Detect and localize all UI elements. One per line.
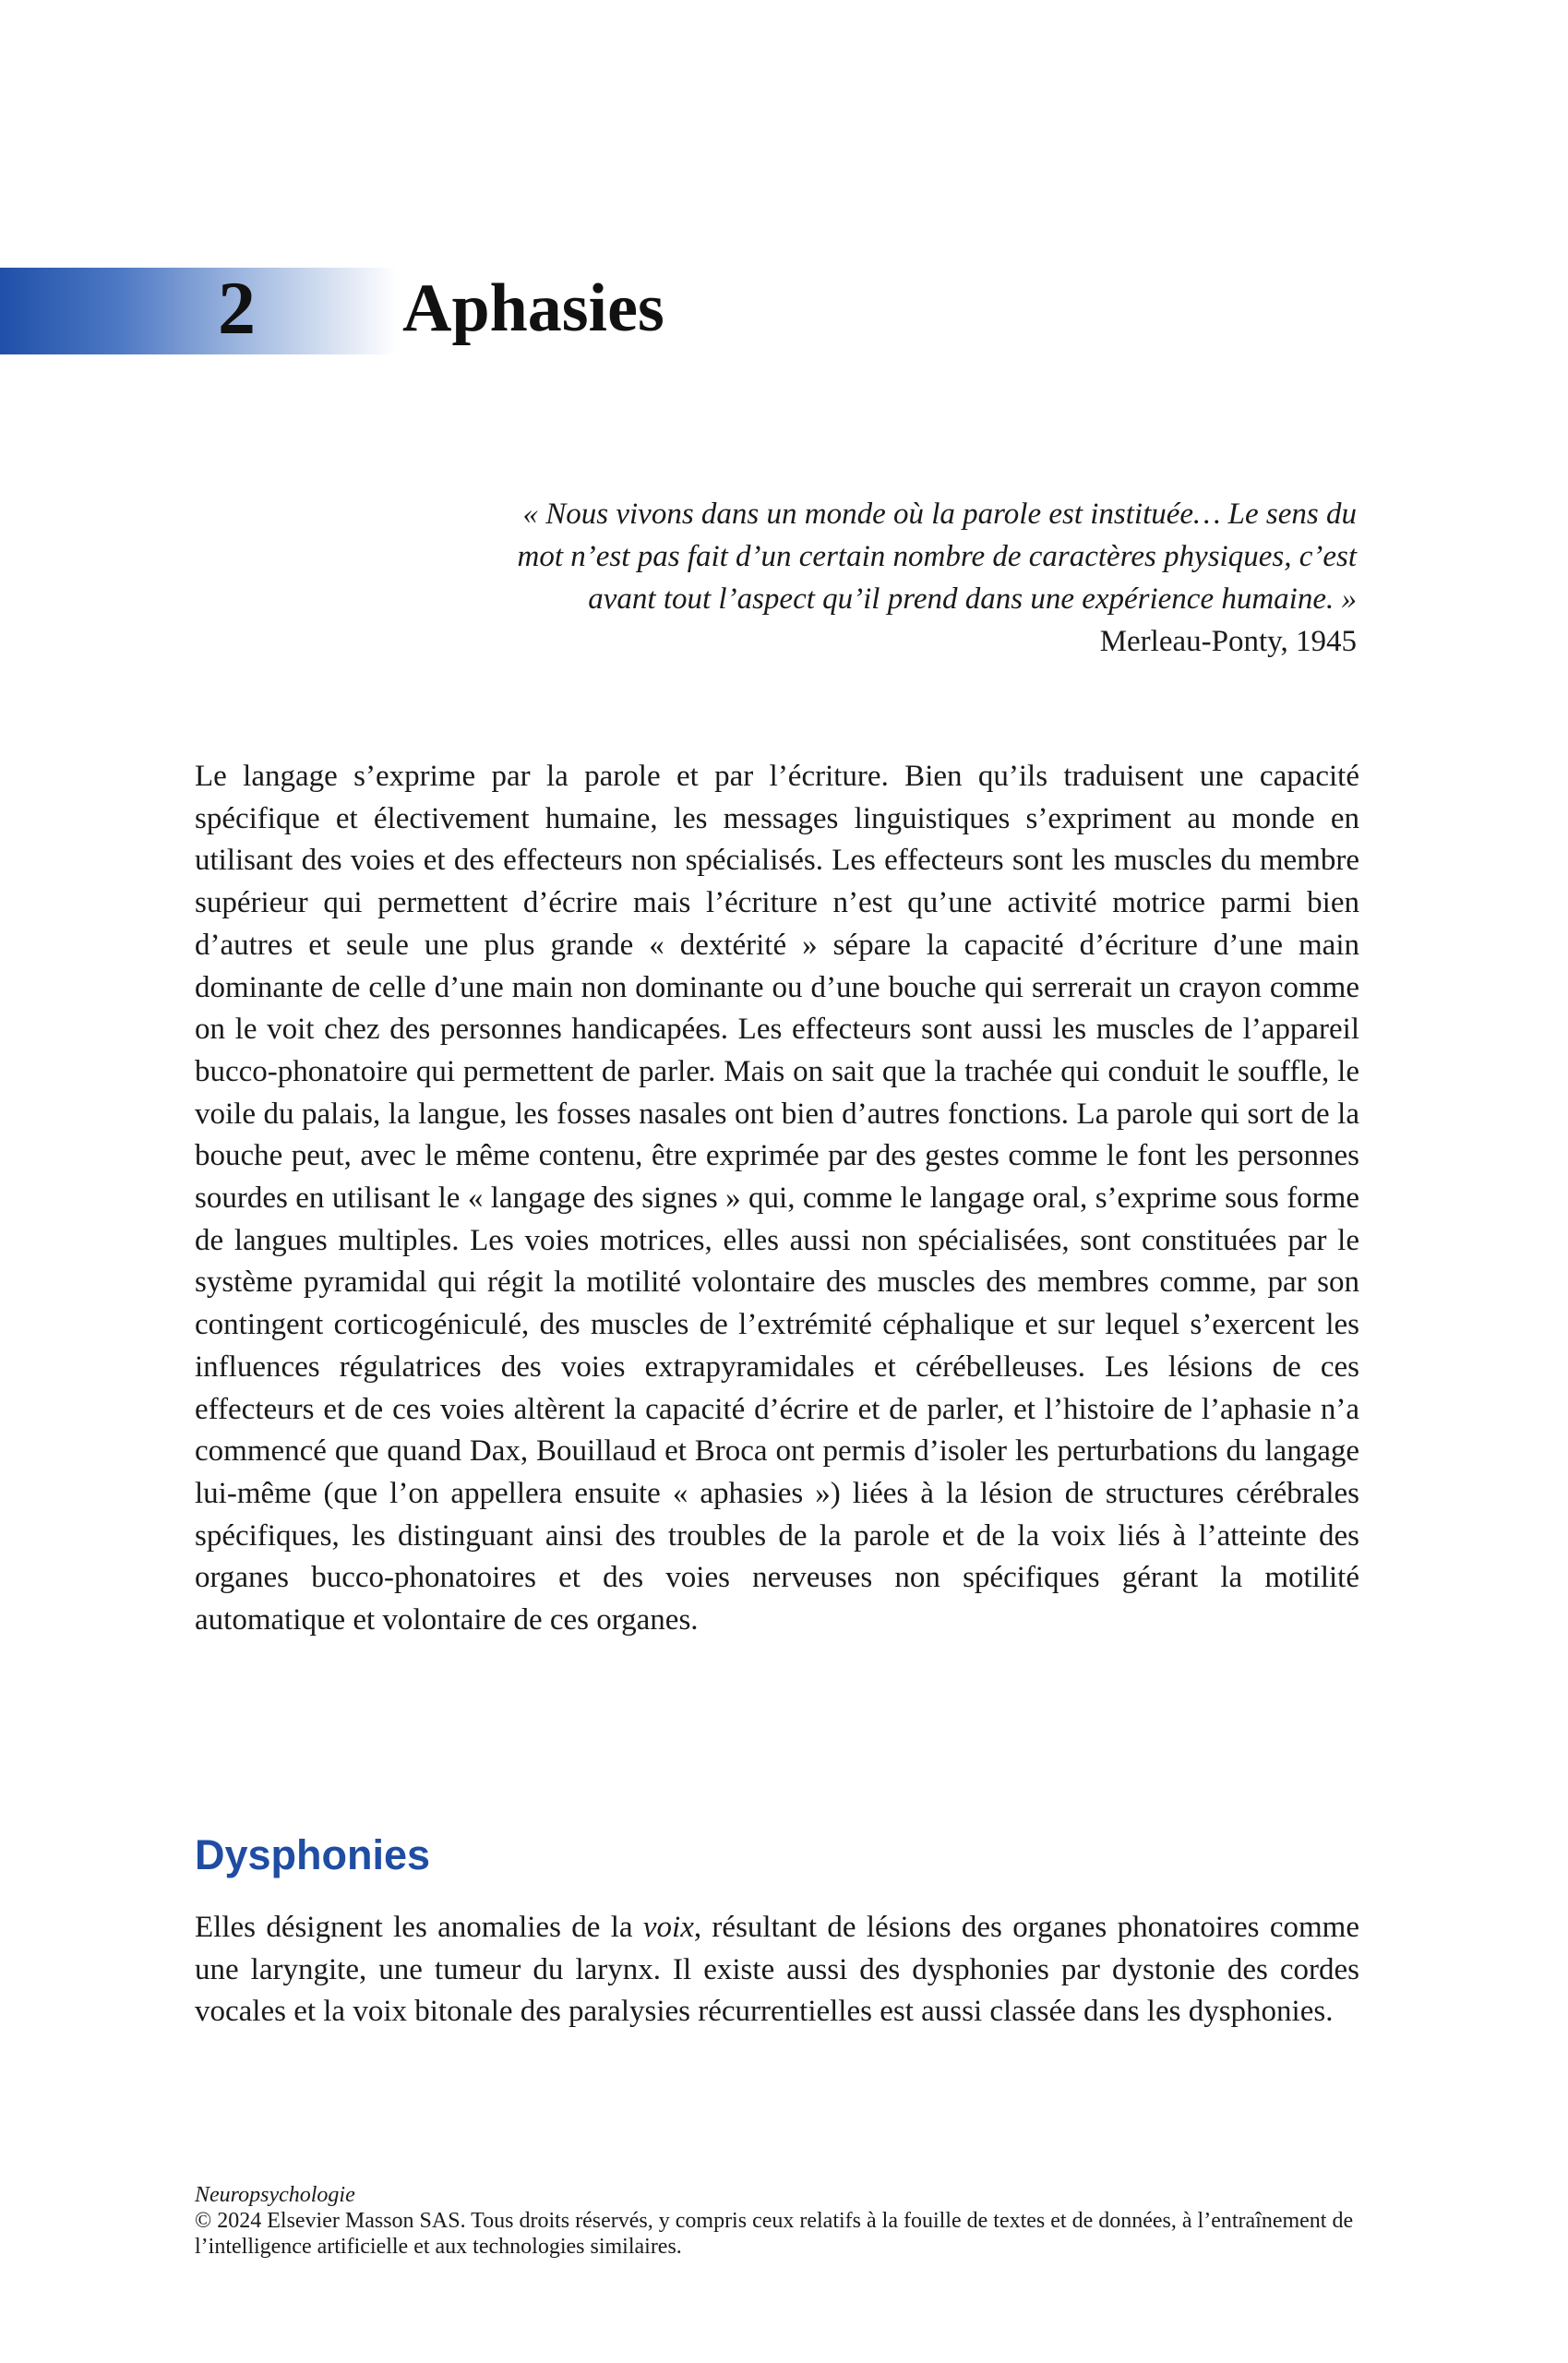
dysphonies-emphasis-voix: voix [642,1911,694,1944]
chapter-number: 2 [218,266,256,350]
page-footer [195,2182,1359,2260]
section-heading-dysphonies: Dysphonies [195,1831,431,1878]
chapter-number-band [0,268,397,354]
epigraph-author: Merleau-Ponty, 1945 [1099,625,1357,658]
dysphonies-text-end: , résultant de lésions des organes phonatoires comme une laryngite, une tumeur du larynx. Il existe aussi des dysphonies par dystonie des cordes vocales et la voix bitonale des paralysies récurrentielles est aussi classée dans les dysphonies. [195,1911,1359,2029]
dysphonies-paragraph [195,1907,1359,2033]
intro-paragraph: Le langage s’exprime par la parole et par l’écriture. Bien qu’ils traduisent une capacité spécifique et électivement humaine, les messages linguistiques s’expriment au monde en utilisant des voies et des effecteurs non spécialisés. Les effecteurs sont les muscles du membre supérieur qui permettent d’écrire mais l’écriture n’est qu’une activité motrice parmi bien d’autres et seule une plus grande « dextérité » sépare la capacité d’écriture d’une main dominante de celle d’une main non dominante ou d’une bouche qui serrerait un crayon comme on le voit chez des personnes handicapées. Les effecteurs sont aussi les muscles de l’appareil bucco-phonatoire qui permettent de parler. Mais on sait que la trachée qui conduit le souffle, le voile du palais, la langue, les fosses nasales ont bien d’autres fonctions. La parole qui sort de la bouche peut, avec le même contenu, être exprimée par des gestes comme le font les personnes sourdes en utilisant le « langage des signes » qui, comme le langage oral, s’exprime sous forme de langues multiples. Les voies motrices, elles aussi non spécialisées, sont constituées par le système pyramidal qui régit la motilité volontaire des muscles des membres comme, par son contingent corticogéniculé, des muscles de l’extrémité céphalique et sur lequel s’exercent les influences régulatrices des voies extrapyramidales et cérébelleuses. Les lésions de ces effecteurs et de ces voies altèrent la capacité d’écrire et de parler, et l’histoire de l’aphasie n’a commencé que quand Dax, Bouillaud et Broca ont permis d’isoler les perturbations du langage lui-même (que l’on appellera ensuite « aphasies ») liées à la lésion de structures cérébrales spécifiques, les distinguant ainsi des troubles de la parole et de la voix liés à l’atteinte des organes bucco-phonatoires et des voies nerveuses non spécifiques gérant la motilité automatique et volontaire de ces organes. [195,760,1359,1637]
epigraph-quote: « Nous vivons dans un monde où la parole est instituée… Le sens du mot n’est pas fait d’un certain nombre de caractères physiques, c’est avant tout l’aspect qu’il prend dans une expérience humaine. » [517,498,1357,616]
footer-copyright: © 2024 Elsevier Masson SAS. Tous droits réservés, y compris ceux relatifs à la fouille de textes et de données, à l’entraînement de l’intelligence artificielle et aux technologies similaires. [195,2209,1354,2259]
footer-book-title: Neuropsychologie [195,2183,355,2207]
epigraph [517,493,1357,663]
dysphonies-text-start: Elles désignent les anomalies de la [195,1911,643,1944]
chapter-title: Aphasies [402,270,664,346]
